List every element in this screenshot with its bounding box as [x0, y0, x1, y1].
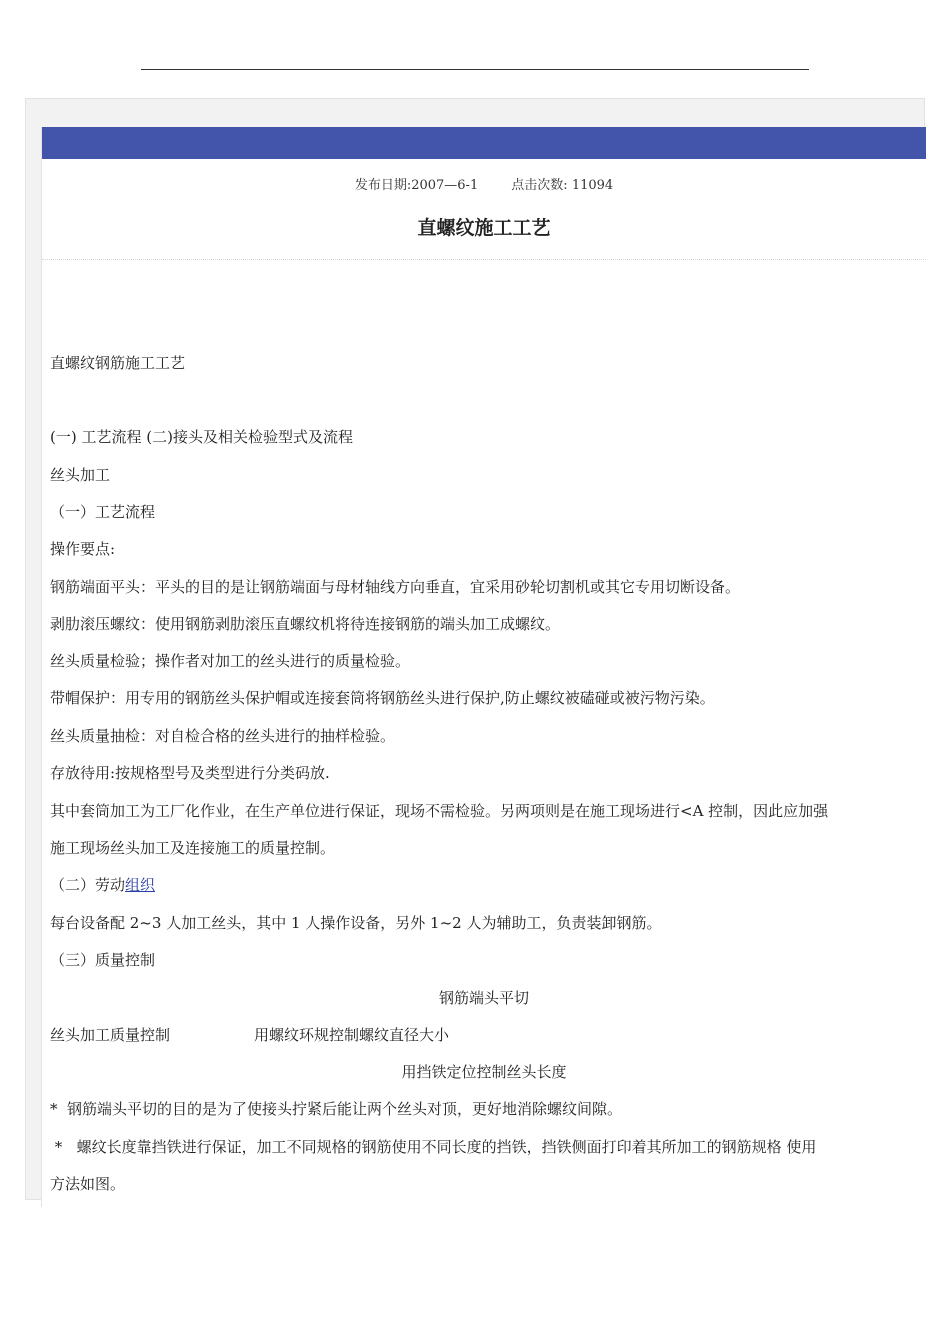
paragraph: 丝头质量检验；操作者对加工的丝头进行的质量检验。: [50, 652, 411, 670]
paragraph: 丝头加工: [50, 466, 111, 484]
clicks-label: 点击次数:: [511, 178, 568, 193]
paragraph: 其中套筒加工为工厂化作业，在生产单位进行保证，现场不需检验。另两项则是在施工现场进行<A 控制，因此应加强: [50, 802, 829, 820]
paragraph: 直螺纹钢筋施工工艺: [50, 354, 186, 372]
labor-heading: （二）劳动: [50, 876, 126, 894]
top-rule: [141, 69, 809, 70]
qc-item-middle: 用螺纹环规控制螺纹直径大小: [254, 1026, 450, 1044]
paragraph: [50, 874, 155, 895]
paragraph: (一) 工艺流程 (二)接头及相关检验型式及流程: [50, 428, 353, 446]
header-bar: [42, 127, 926, 159]
publish-label: 发布日期:: [354, 178, 412, 193]
qc-item-top: 钢筋端头平切: [438, 989, 529, 1007]
article-title: 直螺纹施工工艺: [417, 217, 551, 239]
paragraph: 丝头质量抽检：对自检合格的丝头进行的抽样检验。: [50, 727, 396, 745]
paragraph: 带帽保护：用专用的钢筋丝头保护帽或连接套筒将钢筋丝头进行保护,防止螺纹被磕碰或被污物污染。: [50, 689, 715, 707]
clicks-count: 11094: [571, 178, 614, 193]
paragraph: 存放待用:按规格型号及类型进行分类码放.: [50, 764, 330, 782]
paragraph: 施工现场丝头加工及连接施工的质量控制。: [50, 839, 336, 857]
qc-item-bottom: 用挡铁定位控制丝头长度: [401, 1063, 567, 1081]
publish-date: 2007—6-1: [411, 178, 479, 193]
organization-link[interactable]: 组织: [125, 876, 156, 894]
paragraph: * 钢筋端头平切的目的是为了使接头拧紧后能让两个丝头对顶，更好地消除螺纹间隙。: [50, 1100, 623, 1118]
paragraph: 每台设备配 2~3 人加工丝头，其中 1 人操作设备，另外 1~2 人为辅助工，负责装卸钢筋。: [50, 914, 662, 932]
paragraph: 钢筋端面平头：平头的目的是让钢筋端面与母材轴线方向垂直，宜采用砂轮切割机或其它专用切断设备。: [50, 578, 741, 596]
article-meta: [42, 174, 926, 193]
paragraph: * 螺纹长度靠挡铁进行保证，加工不同规格的钢筋使用不同长度的挡铁，挡铁侧面打印着其所加工的钢筋规格 使用: [50, 1138, 817, 1156]
title-separator: [42, 259, 926, 260]
paragraph: 剥肋滚压螺纹：使用钢筋剥肋滚压直螺纹机将待连接钢筋的端头加工成螺纹。: [50, 615, 561, 633]
paragraph: （一）工艺流程: [50, 503, 156, 521]
paragraph: （三）质量控制: [50, 951, 156, 969]
paragraph: 方法如图。: [50, 1175, 126, 1193]
qc-row: [50, 1024, 449, 1045]
paragraph: 操作要点:: [50, 540, 116, 558]
article-panel: [41, 127, 926, 1207]
qc-label: 丝头加工质量控制: [50, 1026, 171, 1044]
